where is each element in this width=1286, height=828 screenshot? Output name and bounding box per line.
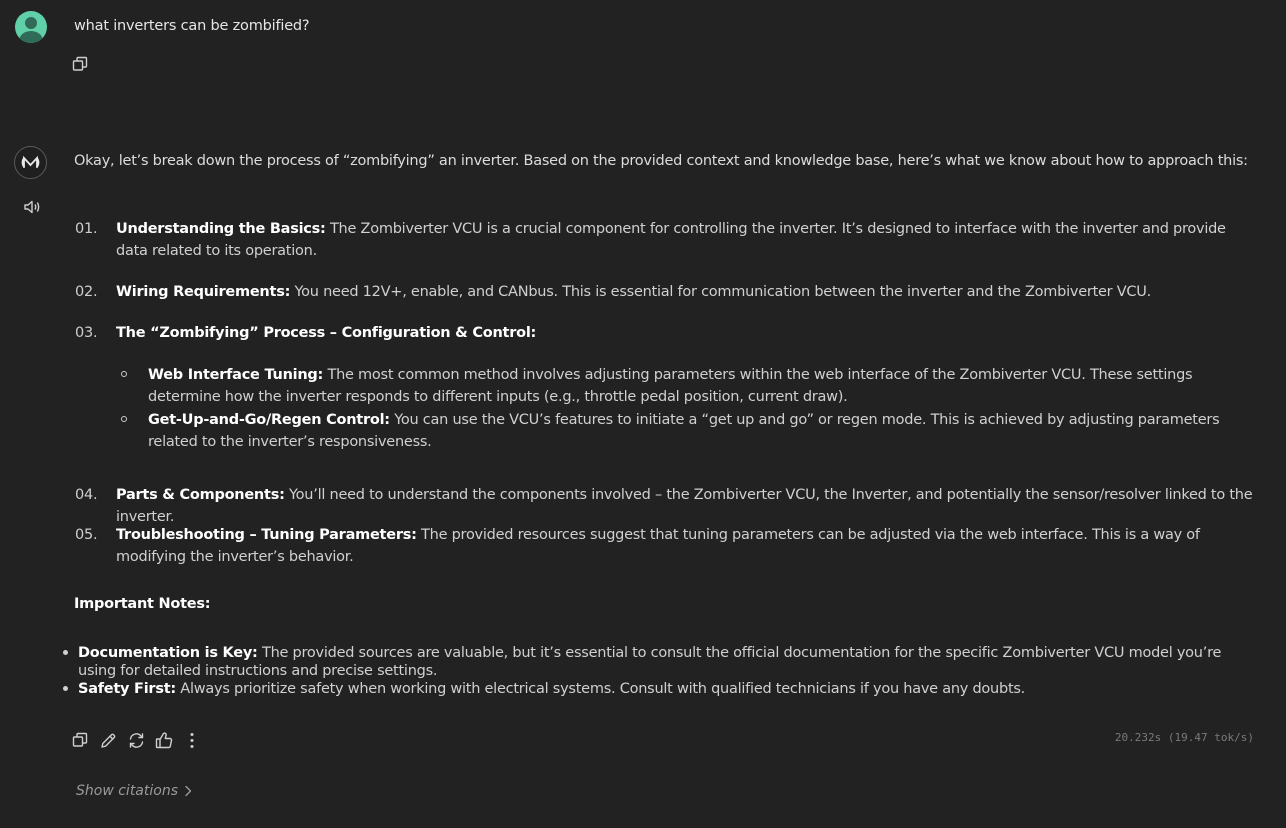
regenerate-icon[interactable] <box>126 728 146 752</box>
generation-timing: 20.232s (19.47 tok/s) <box>1114 731 1254 744</box>
note-item <box>78 680 1253 698</box>
list-item-title: Wiring Requirements: <box>116 284 291 300</box>
note-text: The provided sources are valuable, but it’s essential to consult the official documentation for the specific Zombiverter VCU model you’re using for detailed instructions and precise settings. <box>78 645 1222 679</box>
note-bullet <box>63 686 68 691</box>
list-item-text: The Zombiverter VCU is a crucial component for controlling the inverter. It’s designed to interface with the inverter and provide data related to its operation. <box>116 221 1226 259</box>
more-icon[interactable] <box>182 728 202 752</box>
list-item-text: The provided resources suggest that tuning parameters can be adjusted via the web interface. This is a way of modifying the inverter’s behavior. <box>116 527 1200 565</box>
note-bullet <box>63 650 68 655</box>
assistant-intro: Okay, let’s break down the process of “zombifying” an inverter. Based on the provided context and knowledge base, here’s what we know about how to approach this: <box>74 153 1248 169</box>
chevron-right-icon <box>184 785 192 797</box>
list-item-text: You’ll need to understand the components involved – the Zombiverter VCU, the Inverter, and potentially the sensor/resolver linked to the inverter. <box>116 487 1253 525</box>
show-citations-button[interactable] <box>76 783 192 799</box>
list-number: 02. <box>75 284 98 300</box>
speaker-icon[interactable] <box>21 197 43 217</box>
list-item-text: You need 12V+, enable, and CANbus. This is essential for communication between the inverter and the Zombiverter VCU. <box>290 284 1152 300</box>
edit-icon[interactable] <box>98 728 118 752</box>
show-citations-label: Show citations <box>76 783 178 799</box>
user-message: what inverters can be zombified? <box>74 18 310 34</box>
bot-logo-icon <box>14 146 47 179</box>
list-number: 03. <box>75 325 98 341</box>
list-item-title: Troubleshooting – Tuning Parameters: <box>116 527 417 543</box>
sub-item-text: You can use the VCU’s features to initiate a “get up and go” or regen mode. This is achieved by adjusting parameters related to the inverter’s responsiveness. <box>148 412 1220 450</box>
list-item <box>74 281 1254 303</box>
notes-heading: Important Notes: <box>74 596 211 612</box>
sub-list-item <box>148 364 1238 408</box>
message-actions <box>70 728 202 752</box>
user-avatar-icon <box>15 11 47 43</box>
list-number: 04. <box>75 487 98 503</box>
note-title: Safety First: <box>78 681 176 697</box>
list-item <box>74 524 1254 568</box>
thumbs-up-icon[interactable] <box>154 728 174 752</box>
sub-item-title: Get-Up-and-Go/Regen Control: <box>148 412 390 428</box>
note-text: Always prioritize safety when working with electrical systems. Consult with qualified technicians if you have any doubts. <box>175 681 1026 697</box>
list-item <box>74 322 1254 344</box>
list-item-title: Understanding the Basics: <box>116 221 326 237</box>
sub-item-title: Web Interface Tuning: <box>148 367 324 383</box>
copy-icon[interactable] <box>70 54 90 74</box>
note-title: Documentation is Key: <box>78 645 258 661</box>
sub-bullet <box>121 416 127 422</box>
sub-bullet <box>121 371 127 377</box>
list-item-title: Parts & Components: <box>116 487 285 503</box>
sub-list-item <box>148 409 1238 453</box>
copy-icon[interactable] <box>70 728 90 752</box>
note-item <box>78 644 1253 680</box>
list-item <box>74 218 1254 262</box>
list-number: 05. <box>75 527 98 543</box>
list-item <box>74 484 1254 528</box>
list-number: 01. <box>75 221 98 237</box>
list-item-title: The “Zombifying” Process – Configuration & Control: <box>116 325 537 341</box>
sub-item-text: The most common method involves adjusting parameters within the web interface of the Zombiverter VCU. These settings determine how the inverter responds to different inputs (e.g., throttle pedal position, current draw). <box>148 367 1193 405</box>
